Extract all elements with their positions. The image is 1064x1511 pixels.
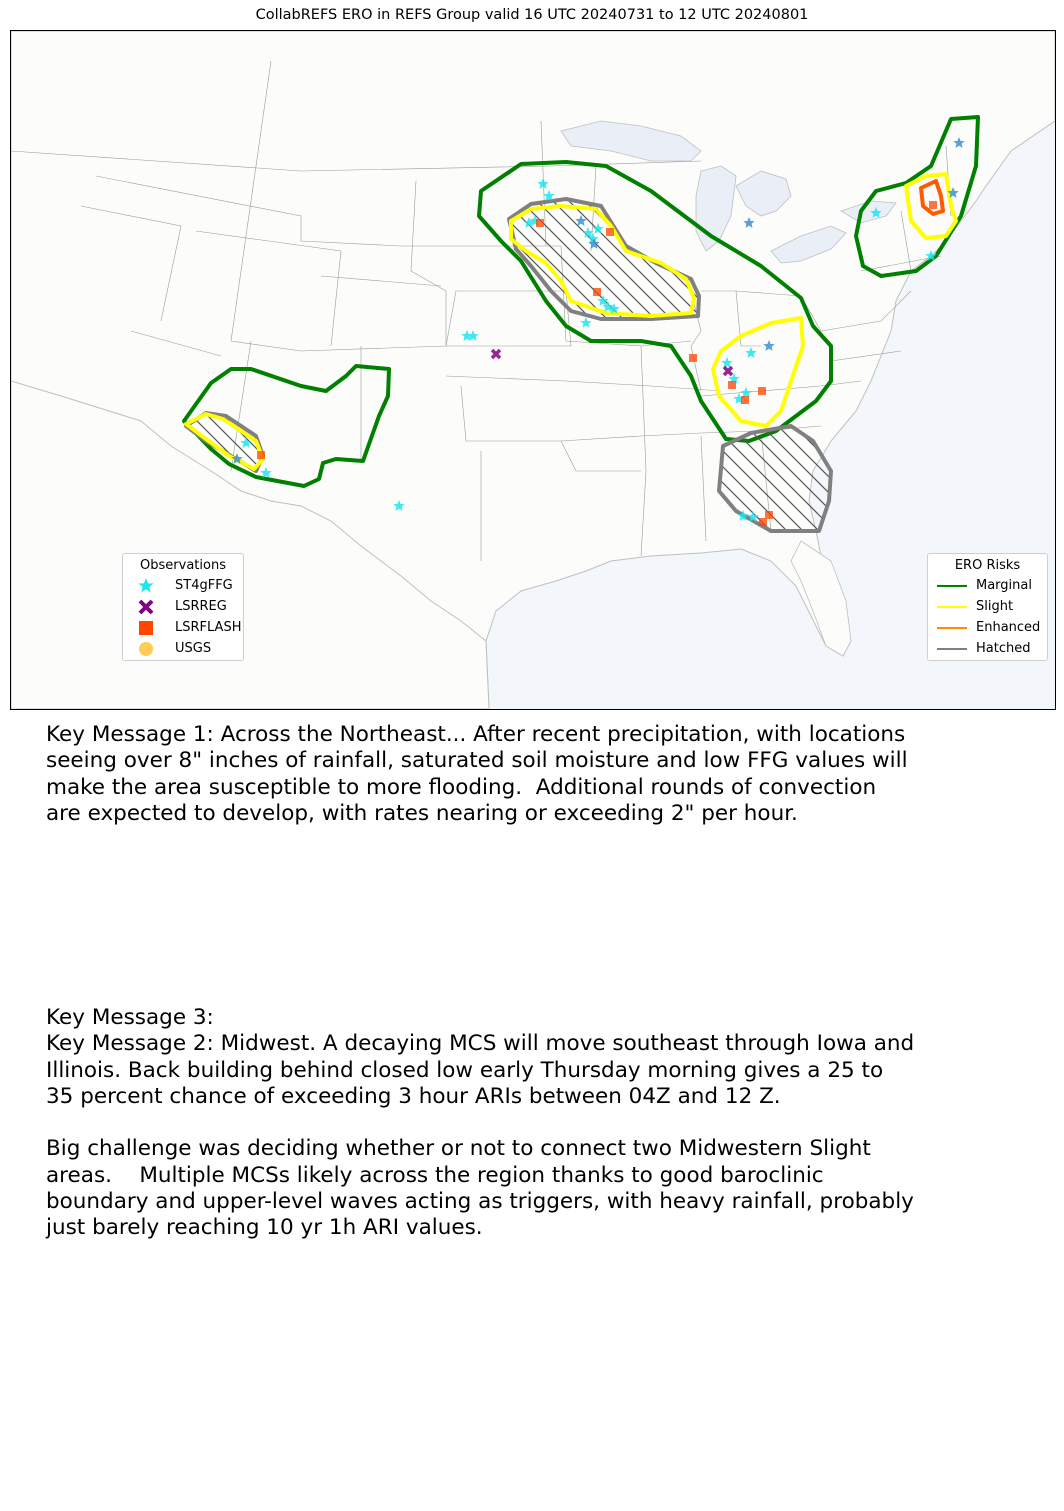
key-message-1: Key Message 1: Across the Northeast... After recent precipitation, with locations seeing over 8" inches of rainfall, saturated soil moisture and low FFG values will make the area susceptible to more flooding. Additional rounds of convection are expected to develop, with rates nearing or exceeding 2" per hour. xyxy=(46,722,908,826)
ero-risks-legend xyxy=(927,553,1048,661)
observations-legend xyxy=(122,553,244,661)
green-line-icon xyxy=(936,584,968,588)
key-message-3: Key Message 3: Key Message 2: Midwest. A decaying MCS will move southeast through Iowa and Illinois. Back building behind closed low early Thursday morning gives a 25 to 35 percent chance of exceeding 3 hour ARIs between 04Z and 12 Z. Big challenge was deciding whether or not to connect two Midwestern Slight areas. Multiple MCSs likely across the region thanks to good baroclinic boundary and upper-level waves acting as triggers, with heavy rainfall, probably just barely reaching 10 yr 1h ARI values. xyxy=(46,1005,915,1241)
legend-item-lsrflash xyxy=(123,617,243,638)
circle-icon xyxy=(131,641,161,657)
florida xyxy=(791,541,851,656)
x-cross-icon xyxy=(131,599,161,615)
gray-line-icon xyxy=(936,647,968,651)
legend-label-lsrreg: LSRREG xyxy=(175,599,227,614)
yellow-line-icon xyxy=(936,605,968,609)
legend-item-lsrreg xyxy=(123,596,243,617)
legend-label-enhanced: Enhanced xyxy=(976,620,1041,635)
legend-item-enhanced xyxy=(928,617,1047,638)
orange-line-icon xyxy=(936,626,968,630)
legend-item-usgs xyxy=(123,638,243,659)
ero-legend-title: ERO Risks xyxy=(954,558,1021,573)
legend-label-marginal: Marginal xyxy=(976,578,1032,593)
legend-label-st4gffg: ST4gFFG xyxy=(175,578,233,593)
legend-item-hatched xyxy=(928,638,1047,659)
legend-item-slight xyxy=(928,596,1047,617)
legend-label-lsrflash: LSRFLASH xyxy=(175,620,242,635)
square-icon xyxy=(131,620,161,636)
legend-label-slight: Slight xyxy=(976,599,1014,614)
legend-label-hatched: Hatched xyxy=(976,641,1031,656)
legend-item-st4gffg xyxy=(123,575,243,596)
observations-legend-title: Observations xyxy=(140,558,226,573)
legend-label-usgs: USGS xyxy=(175,641,212,656)
legend-item-marginal xyxy=(928,575,1047,596)
star-icon xyxy=(131,577,161,595)
map-title: CollabREFS ERO in REFS Group valid 16 UTC 20240731 to 12 UTC 20240801 xyxy=(255,7,809,23)
